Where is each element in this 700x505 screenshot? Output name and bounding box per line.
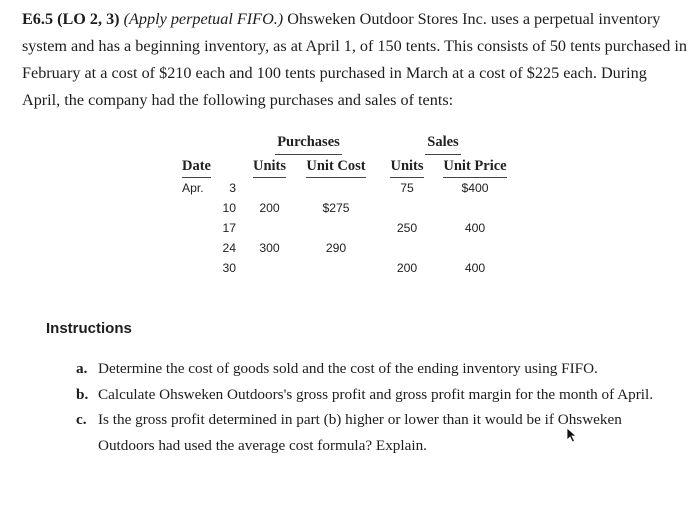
sales-units-cell: 75: [400, 181, 414, 195]
table-row: [182, 218, 511, 238]
sales-unit-price-header: Unit Price: [439, 158, 511, 178]
item-text: Is the gross profit determined in part (b) higher or lower than it would be if Ohsweken Outdoors had used the average cost formula? Explain.: [98, 411, 622, 454]
item-text: Determine the cost of goods sold and the cost of the ending inventory using FIFO.: [98, 360, 598, 377]
sales-price-cell: [439, 238, 511, 258]
item-text: Calculate Ohsweken Outdoors's gross profit and gross profit margin for the month of April.: [98, 385, 654, 403]
row-day: 10: [222, 201, 236, 215]
purchase-cost-cell: [297, 178, 375, 198]
inventory-table: [182, 134, 511, 278]
problem-code: E6.5 (LO 2, 3): [22, 10, 120, 28]
row-month: Apr.: [182, 181, 204, 195]
problem-statement: [22, 6, 688, 114]
sales-group-header: Sales: [375, 134, 511, 158]
sales-price-cell: 400: [464, 261, 486, 275]
problem-text: Ohsweken Outdoor Stores Inc. uses a perpetual inventory system and has a beginning inventory, as at April 1, of 150 tents. This consists of 50 tents purchased in February at a cost of $210 each and 100 tents purchased in March at a cost of $225 each. During April, the company had the following purchases and sales of tents:: [22, 10, 687, 109]
purchases-group-header: Purchases: [242, 134, 375, 158]
purchase-units-cell: 300: [259, 241, 280, 255]
list-item: [76, 356, 676, 382]
date-header: Date: [182, 158, 242, 178]
row-day: 3: [229, 181, 236, 195]
sales-units-cell: [375, 198, 439, 218]
instructions-title: Instructions: [46, 320, 132, 337]
purchase-unit-cost-header: Unit Cost: [297, 158, 375, 178]
sales-units-cell: [375, 238, 439, 258]
sales-price-cell: $400: [461, 181, 489, 195]
sales-units-cell: 200: [396, 261, 418, 275]
list-item: [76, 382, 676, 408]
row-day: 24: [222, 241, 236, 255]
purchase-units-cell: [242, 218, 297, 238]
purchase-units-cell: 200: [259, 201, 280, 215]
table-row: [182, 238, 511, 258]
row-day: 30: [222, 261, 236, 275]
purchase-units-header: Units: [242, 158, 297, 178]
sales-units-header: Units: [375, 158, 439, 178]
purchase-cost-cell: [297, 218, 375, 238]
table-row: [182, 258, 511, 278]
list-item: [76, 407, 676, 458]
purchase-cost-cell: $275: [322, 201, 350, 215]
mouse-pointer-icon: [566, 427, 578, 443]
purchase-units-cell: [242, 258, 297, 278]
table-row: [182, 198, 511, 218]
problem-topic: (Apply perpetual FIFO.): [123, 10, 284, 28]
table-row: [182, 178, 511, 198]
sales-price-cell: [439, 198, 511, 218]
item-label: a.: [76, 360, 88, 377]
sales-units-cell: 250: [396, 221, 418, 235]
purchase-cost-cell: 290: [325, 241, 347, 255]
row-day: 17: [222, 221, 236, 235]
purchase-units-cell: [242, 178, 297, 198]
instructions-list: [76, 356, 676, 458]
sales-price-cell: 400: [464, 221, 486, 235]
item-label: c.: [76, 411, 87, 428]
purchase-cost-cell: [297, 258, 375, 278]
item-label: b.: [76, 385, 89, 403]
